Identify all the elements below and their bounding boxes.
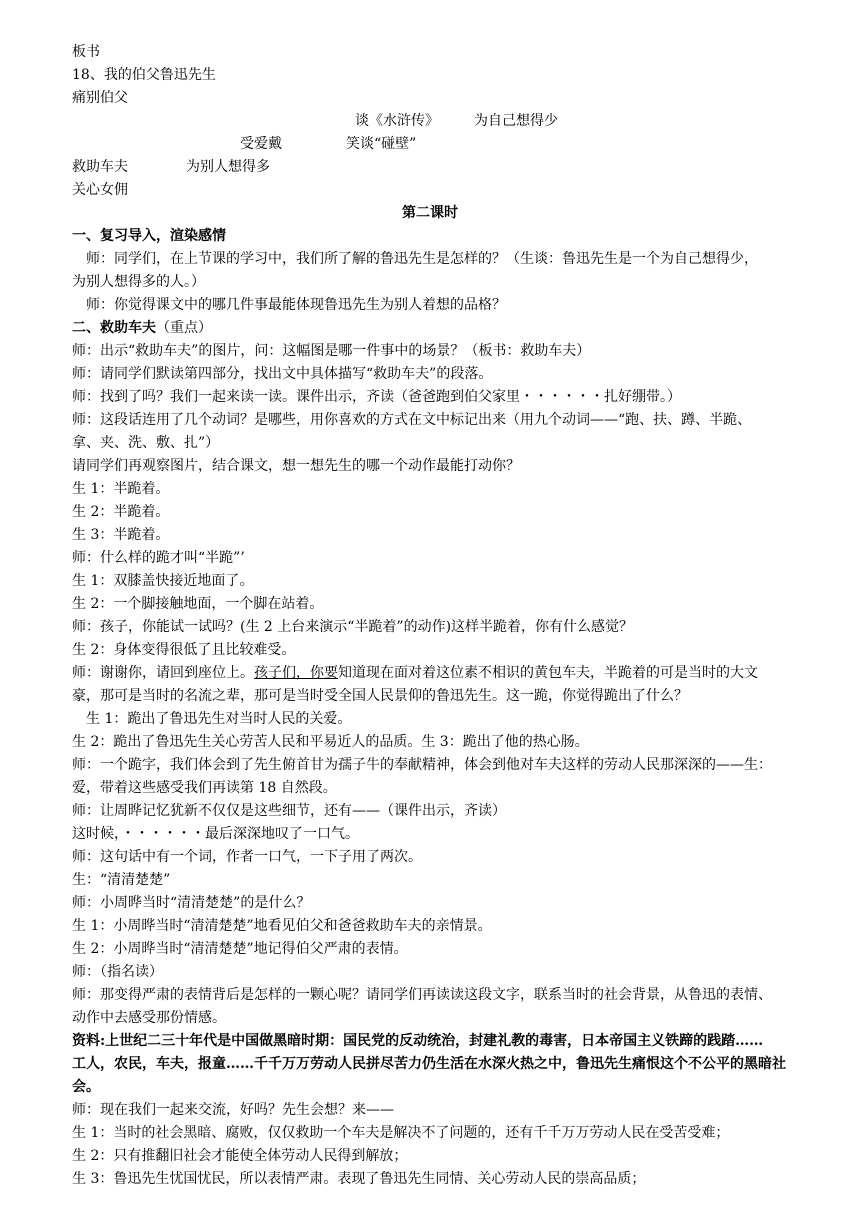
- part-2-heading: 二、救助车夫（重点）: [72, 320, 212, 336]
- dialogue-line: 生 3：半跪着。: [72, 527, 170, 543]
- dialogue-line: 生 3：鲁迅先生忧国忧民，所以表情严肃。表现了鲁迅先生同情、关心劳动人民的崇高品质；: [72, 1171, 646, 1187]
- board-line-shuihu: 谈《水浒传》: [355, 113, 439, 129]
- board-line-rescue: 救助车夫: [72, 159, 128, 175]
- paragraph: 师：谢谢你，请回到座位上。孩子们，你要知道现在面对着这位素不相识的黄包车夫，半跪着的可是当时的大文: [72, 665, 758, 681]
- dialogue-line: 生 1：双膝盖快接近地面了。: [72, 573, 254, 589]
- dialogue-line: 师：小周晔当时“清清楚楚”的是什么？: [72, 895, 311, 911]
- board-label: 板书: [72, 44, 100, 60]
- paragraph: 拿、夹、洗、敷、扎”）: [72, 435, 220, 451]
- lesson-title: 18、我的伯父鲁迅先生: [72, 67, 216, 83]
- board-line-self: 为自己想得少: [474, 113, 558, 129]
- dialogue-line: 生 1：半跪着。: [72, 481, 170, 497]
- dialogue-line: 生 1：小周晔当时“清清楚楚”地看见伯父和爸爸救助车夫的亲情景。: [72, 918, 492, 934]
- board-line-wall: 笑谈“碰壁”: [346, 136, 417, 152]
- part-1-heading: 一、复习导入，渲染感情: [72, 228, 226, 244]
- paragraph: 师：出示“救助车夫”的图片，问：这幅图是哪一件事中的场景？（板书：救助车夫）: [72, 343, 591, 359]
- paragraph: 师：那变得严肃的表情背后是怎样的一颗心呢？请同学们再读读这段文字，联系当时的社会背景，从鲁迅的表情、: [72, 987, 772, 1003]
- dialogue-line: 生 2：身体变得很低了且比较难受。: [72, 642, 296, 658]
- dialogue-line: 师：什么样的跪才叫“半跪”’: [72, 550, 245, 566]
- board-line-farewell: 痛别伯父: [72, 90, 128, 106]
- dialogue-line: 师：（指名读）: [72, 964, 163, 980]
- reference-material: 会。: [72, 1079, 100, 1095]
- dialogue-line: 生 2：一个脚接触地面，一个脚在站着。: [72, 596, 324, 612]
- dialogue-line: 生 2：跪出了鲁迅先生关心劳苦人民和平易近人的品质。生 3：跪出了他的热心肠。: [72, 734, 589, 750]
- paragraph: 师：这句话中有一个词，作者一口气，一下子用了两次。: [72, 849, 422, 865]
- section-heading: 第二课时: [402, 205, 458, 221]
- paragraph: 师：你觉得课文中的哪几件事最能体现鲁迅先生为别人着想的品格？: [86, 297, 506, 313]
- paragraph: 为别人想得多的人。）: [72, 274, 205, 290]
- paragraph: 师：让周晔记忆犹新不仅仅是这些细节，还有——（课件出示，齐读）: [72, 803, 506, 819]
- paragraph: 动作中去感受那份情感。: [72, 1010, 226, 1026]
- dialogue-line: 生 1：跪出了鲁迅先生对当时人民的关爱。: [86, 711, 352, 727]
- board-line-loved: 受爱戴: [240, 136, 282, 152]
- dialogue-line: 生 2：只有推翻旧社会才能使全体劳动人民得到解放；: [72, 1148, 408, 1164]
- dialogue-line: 生 1：当时的社会黑暗、腐败，仅仅救助一个车夫是解决不了问题的，还有千千万万劳动人民在受苦受难；: [72, 1125, 730, 1141]
- paragraph: 爱，带着这些感受我们再读第 18 自然段。: [72, 780, 337, 796]
- paragraph: 师：一个跪字，我们体会到了先生俯首甘为孺子牛的奉献精神，体会到他对车夫这样的劳动人民那深深的——生：: [72, 757, 772, 773]
- board-line-maid: 关心女佣: [72, 182, 128, 198]
- dialogue-line: 生：“清清楚楚”: [72, 872, 171, 888]
- dialogue-line: 生 2：小周晔当时“清清楚楚”地记得伯父严肃的表情。: [72, 941, 408, 957]
- paragraph: 师：现在我们一起来交流，好吗？先生会想？来——: [72, 1102, 394, 1118]
- paragraph: 师：同学们，在上节课的学习中，我们所了解的鲁迅先生是怎样的？（生谈：鲁迅先生是一个为自己想得少，: [86, 251, 758, 267]
- board-line-others: 为别人想得多: [186, 159, 270, 175]
- reference-material: 工人，农民，车夫，报童……千千万万劳动人民拼尽苦力仍生活在水深火热之中，鲁迅先生痛恨这个不公平的黑暗社: [72, 1056, 786, 1072]
- paragraph: 师：找到了吗？我们一起来读一读。课件出示，齐读（爸爸跑到伯父家里・・・・・・扎好绷带。）: [72, 389, 681, 405]
- dialogue-line: 生 2：半跪着。: [72, 504, 170, 520]
- paragraph: 师：请同学们默读第四部分，找出文中具体描写“救助车夫”的段落。: [72, 366, 493, 382]
- dialogue-line: 师：孩子，你能试一试吗？(生 2 上台来演示“半跪着”的动作)这样半跪着，你有什么感觉？: [72, 619, 634, 635]
- paragraph: 豪，那可是当时的名流之辈，那可是当时受全国人民景仰的鲁迅先生。这一跪，你觉得跪出了什么？: [72, 688, 688, 704]
- paragraph: 师：这段话连用了几个动词？是哪些，用你喜欢的方式在文中标记出来（用九个动词——“跑、扶、蹲、半跪、: [72, 412, 752, 428]
- paragraph: 请同学们再观察图片，结合课文，想一想先生的哪一个动作最能打动你？: [72, 458, 520, 474]
- paragraph: 这时候，・・・・・・最后深深地叹了一口气。: [72, 826, 359, 842]
- reference-material: 资料:上世纪二三十年代是中国做黑暗时期：国民党的反动统治，封建礼教的毒害，日本帝国主义铁蹄的践踏……: [72, 1033, 764, 1049]
